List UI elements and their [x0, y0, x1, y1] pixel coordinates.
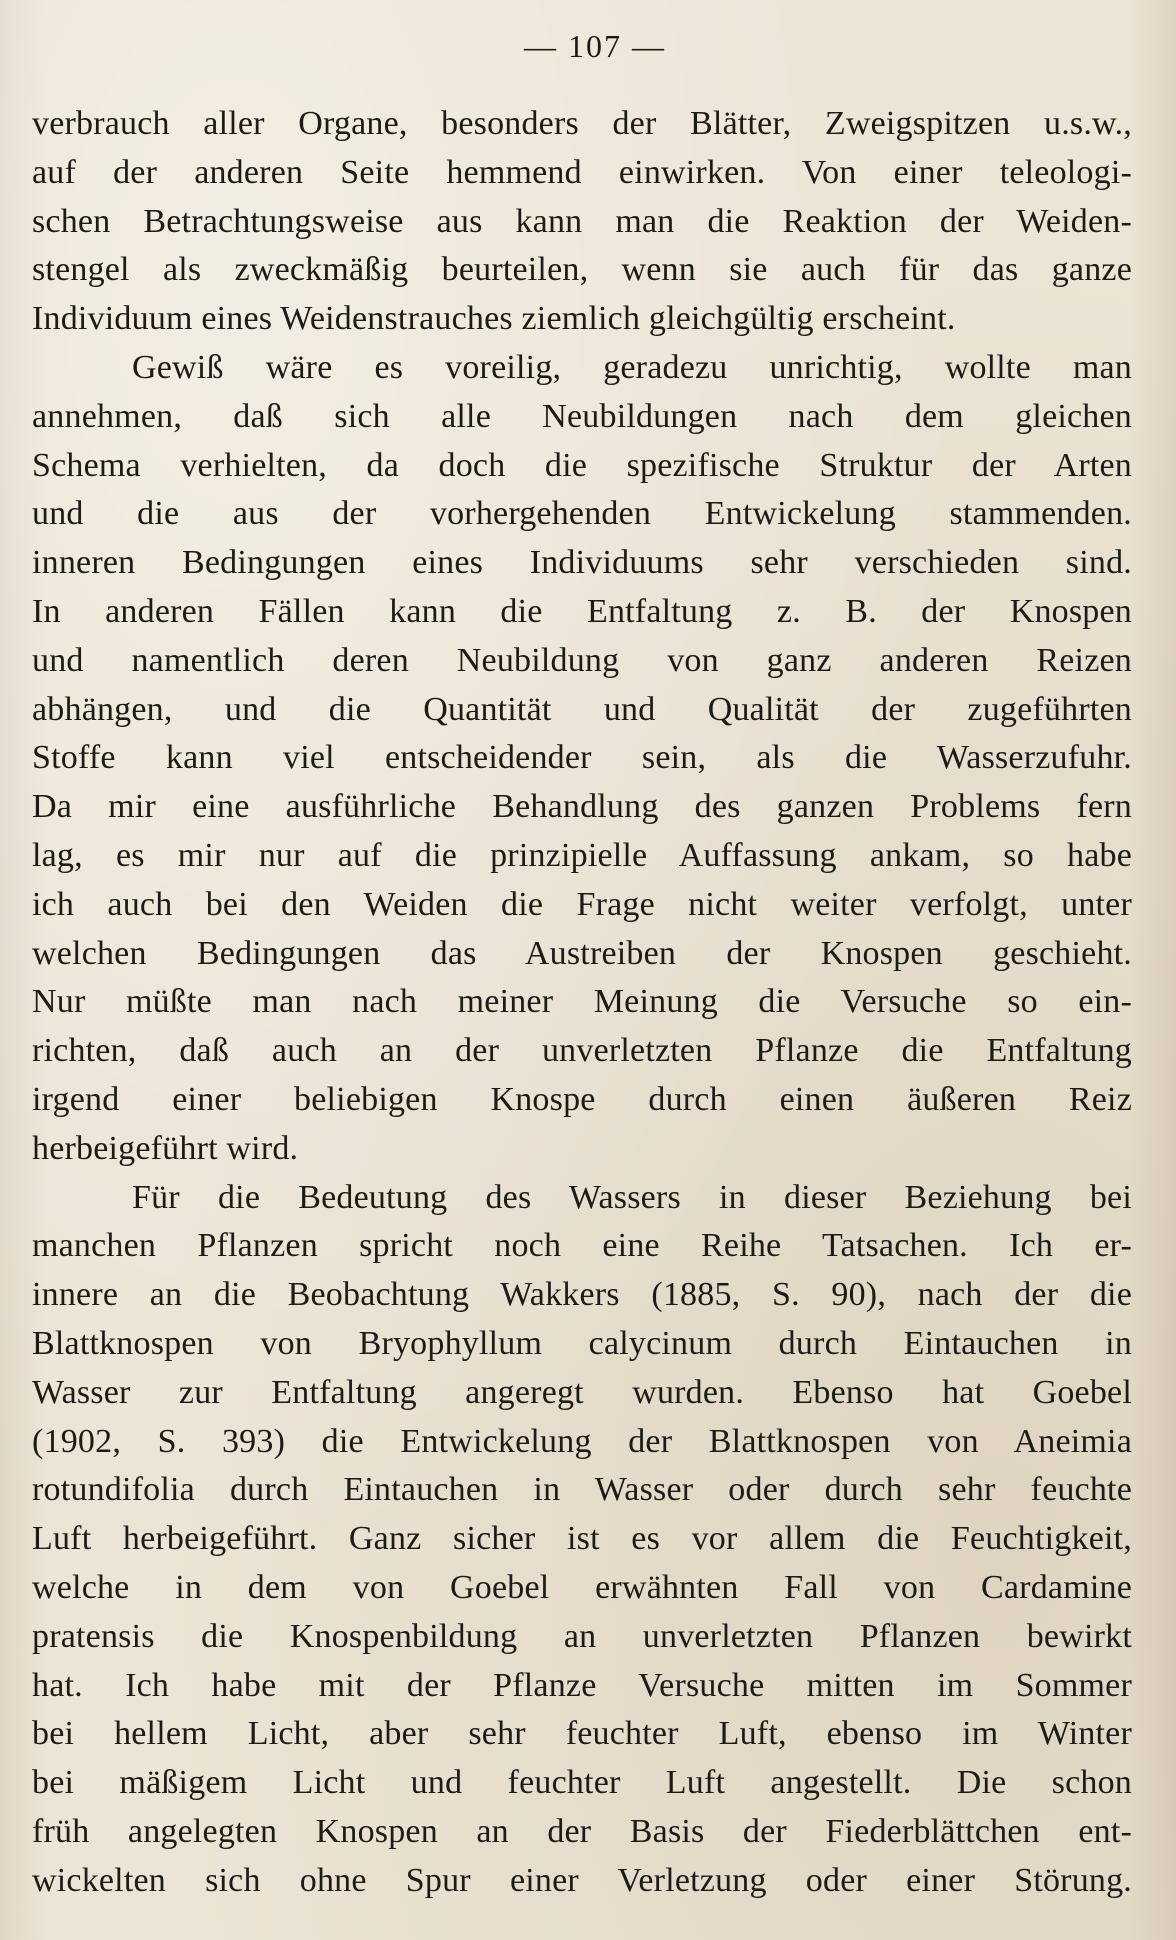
text-line: In anderen Fällen kann die Entfaltung z. B. der Knospen	[32, 592, 1132, 630]
text-line: früh angelegten Knospen an der Basis der Fiederblättchen ent-	[32, 1812, 1132, 1850]
text-line: Wasser zur Entfaltung angeregt wurden. Ebenso hat Goebel	[32, 1373, 1132, 1411]
text-line: abhängen, und die Quantität und Qualität der zugeführten	[32, 690, 1132, 728]
text-line: manchen Pflanzen spricht noch eine Reihe Tatsachen. Ich er-	[32, 1227, 1132, 1265]
text-line: rotundifolia durch Eintauchen in Wasser oder durch sehr feuchte	[32, 1471, 1132, 1509]
text-line: schen Betrachtungsweise aus kann man die Reaktion der Weiden-	[32, 202, 1132, 240]
text-line: und namentlich deren Neubildung von ganz anderen Reizen	[32, 641, 1132, 679]
text-line: stengel als zweckmäßig beurteilen, wenn sie auch für das ganze	[32, 251, 1132, 289]
body-text	[32, 100, 1132, 1905]
text-line: richten, daß auch an der unverletzten Pflanze die Entfaltung	[32, 1032, 1132, 1070]
text-line: lag, es mir nur auf die prinzipielle Auffassung ankam, so habe	[32, 836, 1132, 874]
text-line: Blattknospen von Bryophyllum calycinum durch Eintauchen in	[32, 1324, 1132, 1362]
text-line: Nur müßte man nach meiner Meinung die Versuche so ein-	[32, 983, 1132, 1021]
text-line: Individuum eines Weidenstrauches ziemlich gleichgültig erscheint.	[32, 300, 956, 338]
text-line: und die aus der vorhergehenden Entwickelung stammenden.	[32, 495, 1132, 533]
text-line: annehmen, daß sich alle Neubildungen nach dem gleichen	[32, 397, 1132, 435]
text-line: welche in dem von Goebel erwähnten Fall von Cardamine	[32, 1568, 1132, 1606]
text-line: bei mäßigem Licht und feuchter Luft angestellt. Die schon	[32, 1764, 1132, 1802]
text-line: welchen Bedingungen das Austreiben der Knospen geschieht.	[32, 934, 1132, 972]
text-line: Stoffe kann viel entscheidender sein, als die Wasserzufuhr.	[32, 739, 1132, 777]
text-line: herbeigeführt wird.	[32, 1129, 299, 1167]
text-line: pratensis die Knospenbildung an unverletzten Pflanzen bewirkt	[32, 1617, 1132, 1655]
text-line: verbrauch aller Organe, besonders der Blätter, Zweigspitzen u.s.w.,	[32, 105, 1132, 142]
text-line: hat. Ich habe mit der Pflanze Versuche mitten im Sommer	[32, 1666, 1132, 1704]
text-line: Für die Bedeutung des Wassers in dieser Beziehung bei	[132, 1178, 1132, 1216]
text-line: wickelten sich ohne Spur einer Verletzung oder einer Störung.	[32, 1861, 1132, 1899]
text-line: inneren Bedingungen eines Individuums sehr verschieden sind.	[32, 544, 1132, 582]
text-line: ich auch bei den Weiden die Frage nicht weiter verfolgt, unter	[32, 885, 1132, 923]
text-line: irgend einer beliebigen Knospe durch einen äußeren Reiz	[32, 1080, 1132, 1118]
text-line: Luft herbeigeführt. Ganz sicher ist es vor allem die Feuchtigkeit,	[32, 1520, 1132, 1558]
text-line: Schema verhielten, da doch die spezifische Struktur der Arten	[32, 446, 1132, 484]
text-line: Da mir eine ausführliche Behandlung des ganzen Problems fern	[32, 788, 1132, 826]
text-line: (1902, S. 393) die Entwickelung der Blattknospen von Aneimia	[32, 1422, 1132, 1460]
text-line: bei hellem Licht, aber sehr feuchter Luft, ebenso im Winter	[32, 1715, 1132, 1753]
text-line: innere an die Beobachtung Wakkers (1885, S. 90), nach der die	[32, 1276, 1132, 1314]
page-number: — 107 —	[524, 28, 666, 64]
text-line: Gewiß wäre es voreilig, geradezu unrichtig, wollte man	[132, 348, 1132, 386]
text-line: auf der anderen Seite hemmend einwirken. Von einer teleologi-	[32, 153, 1132, 191]
